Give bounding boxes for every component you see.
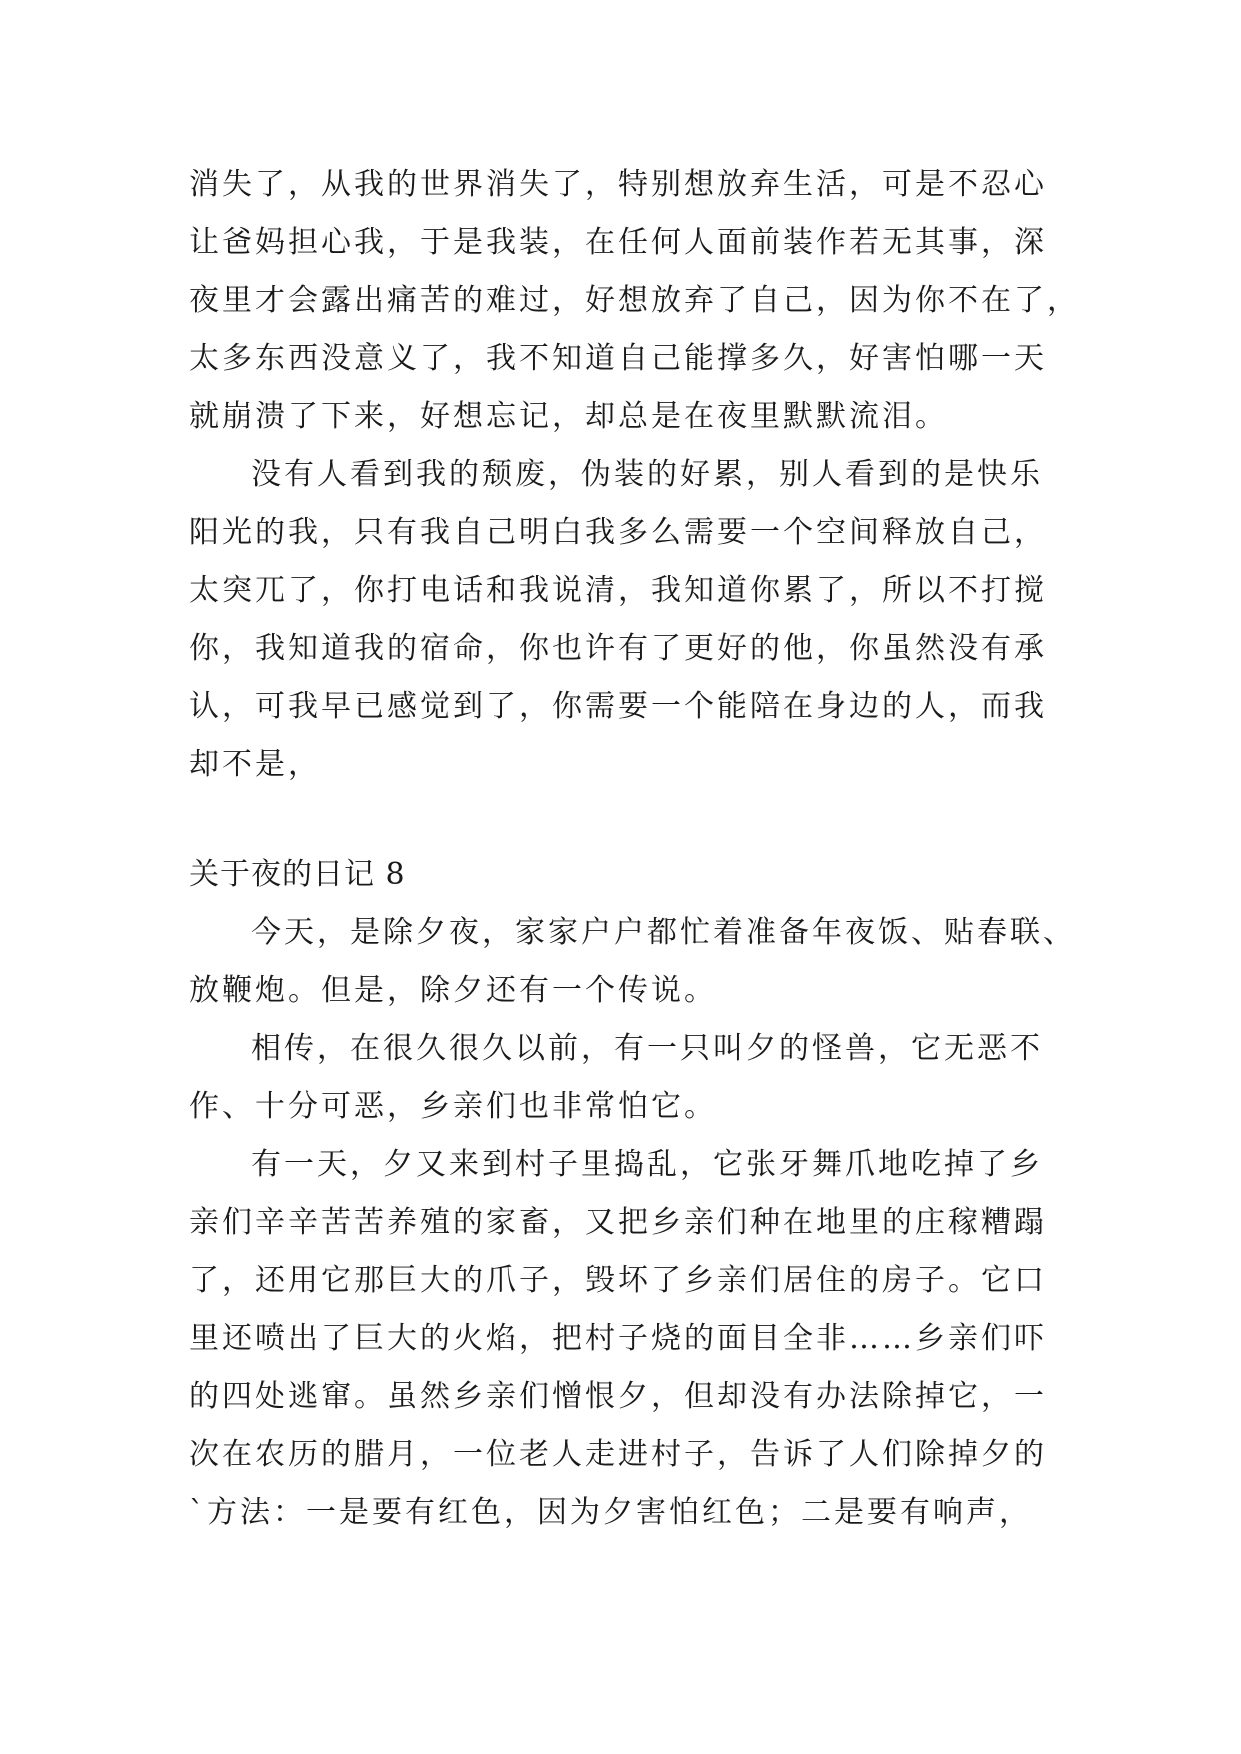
paragraph-line: 有一天，夕又来到村子里捣乱，它张牙舞爪地吃掉了乡 [251,1147,1043,1182]
paragraph-line: 的四处逃窜。虽然乡亲们憎恨夕，但却没有办法除掉它，一 [189,1379,1047,1414]
paragraph-line: 夜里才会露出痛苦的难过，好想放弃了自己，因为你不在了， [189,283,1080,318]
paragraph-line: 你，我知道我的宿命，你也许有了更好的他，你虽然没有承 [189,631,1047,666]
paragraph-line: 今天，是除夕夜，家家户户都忙着准备年夜饭、贴春联、 [251,915,1076,950]
paragraph-line: 阳光的我，只有我自己明白我多么需要一个空间释放自己， [189,515,1047,550]
section-heading: 关于夜的日记 8 [189,857,406,892]
paragraph-line: 没有人看到我的颓废，伪装的好累，别人看到的是快乐 [251,457,1043,492]
paragraph-line: 太多东西没意义了，我不知道自己能撑多久，好害怕哪一天 [189,341,1047,376]
paragraph-line: 亲们辛辛苦苦养殖的家畜，又把乡亲们种在地里的庄稼糟蹋 [189,1205,1047,1240]
paragraph-line: 放鞭炮。但是，除夕还有一个传说。 [189,973,717,1008]
paragraph-line: 消失了，从我的世界消失了，特别想放弃生活，可是不忍心 [189,167,1047,202]
paragraph-line: 了，还用它那巨大的爪子，毁坏了乡亲们居住的房子。它口 [189,1263,1047,1298]
paragraph-line: 却不是， [189,747,321,782]
paragraph-line: 次在农历的腊月，一位老人走进村子，告诉了人们除掉夕的 [189,1437,1047,1472]
paragraph-line: 作、十分可恶，乡亲们也非常怕它。 [189,1089,717,1124]
paragraph-line: 里还喷出了巨大的火焰，把村子烧的面目全非……乡亲们吓 [189,1321,1047,1356]
paragraph-line: `方法：一是要有红色，因为夕害怕红色；二是要有响声， [189,1495,1032,1530]
paragraph-line: 就崩溃了下来，好想忘记，却总是在夜里默默流泪。 [189,399,948,434]
paragraph-line: 太突兀了，你打电话和我说清，我知道你累了，所以不打搅 [189,573,1047,608]
paragraph-line: 相传，在很久很久以前，有一只叫夕的怪兽，它无恶不 [251,1031,1043,1066]
paragraph-line: 认，可我早已感觉到了，你需要一个能陪在身边的人，而我 [189,689,1047,724]
paragraph-line: 让爸妈担心我，于是我装，在任何人面前装作若无其事，深 [189,225,1047,260]
